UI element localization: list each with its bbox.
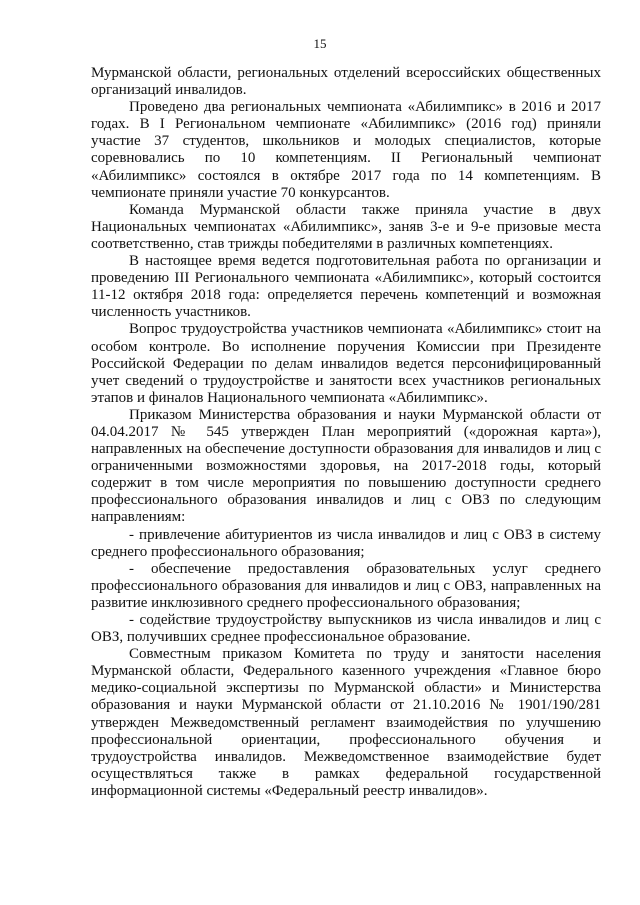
paragraph-6: Приказом Министерства образования и науки Мурманской области от 04.04.2017 № 545 утвержден План мероприятий («дорожная карта»), направленных на обеспечение доступности образования для инвалидов и лиц с ограниченными возможностями здоровья, на 2017-2018 годы, который содержит в том числе мероприятия по повышению доступности среднего профессионального образования инвалидов и лиц с ОВЗ по следующим направлениям:: [91, 406, 601, 526]
paragraph-7: Совместным приказом Комитета по труду и занятости населения Мурманской области, Федерального казенного учреждения «Главное бюро медико-социальной экспертизы по Мурманской области» и Министерства образования и науки Мурманской области от 21.10.2016 № 1901/190/281 утвержден Межведомственный регламент взаимодействия по улучшению профессиональной ориентации, профессионального обучения и трудоустройства инвалидов. Межведомственное взаимодействие будет осуществляться также в рамках федеральной государственной информационной системы «Федеральный реестр инвалидов».: [91, 646, 601, 799]
list-item-1: - привлечение абитуриентов из числа инвалидов и лиц с ОВЗ в систему среднего профессионального образования;: [91, 526, 601, 560]
paragraph-3: Команда Мурманской области также приняла участие в двух Национальных чемпионатах «Абилимпикс», заняв 3-е и 9-е призовые места соответственно, став трижды победителями в различных компетенциях.: [91, 201, 601, 252]
page-number: 15: [313, 36, 327, 51]
paragraph-1: Мурманской области, региональных отделений всероссийских общественных организаций инвалидов.: [91, 65, 601, 99]
list-item-3: - содействие трудоустройству выпускников из числа инвалидов и лиц с ОВЗ, получивших среднее профессиональное образование.: [91, 612, 601, 646]
paragraph-4: В настоящее время ведется подготовительная работа по организации и проведению III Регионального чемпионата «Абилимпикс», который состоится 11-12 октября 2018 года: определяется перечень компетенций и возможная численность участников.: [91, 253, 601, 321]
paragraph-2: Проведено два региональных чемпионата «Абилимпикс» в 2016 и 2017 годах. В I Региональном чемпионате «Абилимпикс» (2016 год) приняли участие 37 студентов, школьников и молодых специалистов, которые соревновались по 10 компетенциям. II Региональный чемпионат «Абилимпикс» состоялся в октябре 2017 года по 14 компетенциям. В чемпионате приняли участие 70 конкурсантов.: [91, 99, 601, 201]
paragraph-5: Вопрос трудоустройства участников чемпионата «Абилимпикс» стоит на особом контроле. Во исполнение поручения Комиссии при Президенте Российской Федерации по делам инвалидов ведется персонифицированный учет сведений о трудоустройстве и занятости всех участников региональных этапов и финалов Национального чемпионата «Абилимпикс».: [91, 321, 601, 406]
list-item-2: - обеспечение предоставления образовательных услуг среднего профессионального образования для инвалидов и лиц с ОВЗ, направленных на развитие инклюзивного среднего профессионального образования;: [91, 560, 601, 611]
page-body: [91, 65, 601, 800]
